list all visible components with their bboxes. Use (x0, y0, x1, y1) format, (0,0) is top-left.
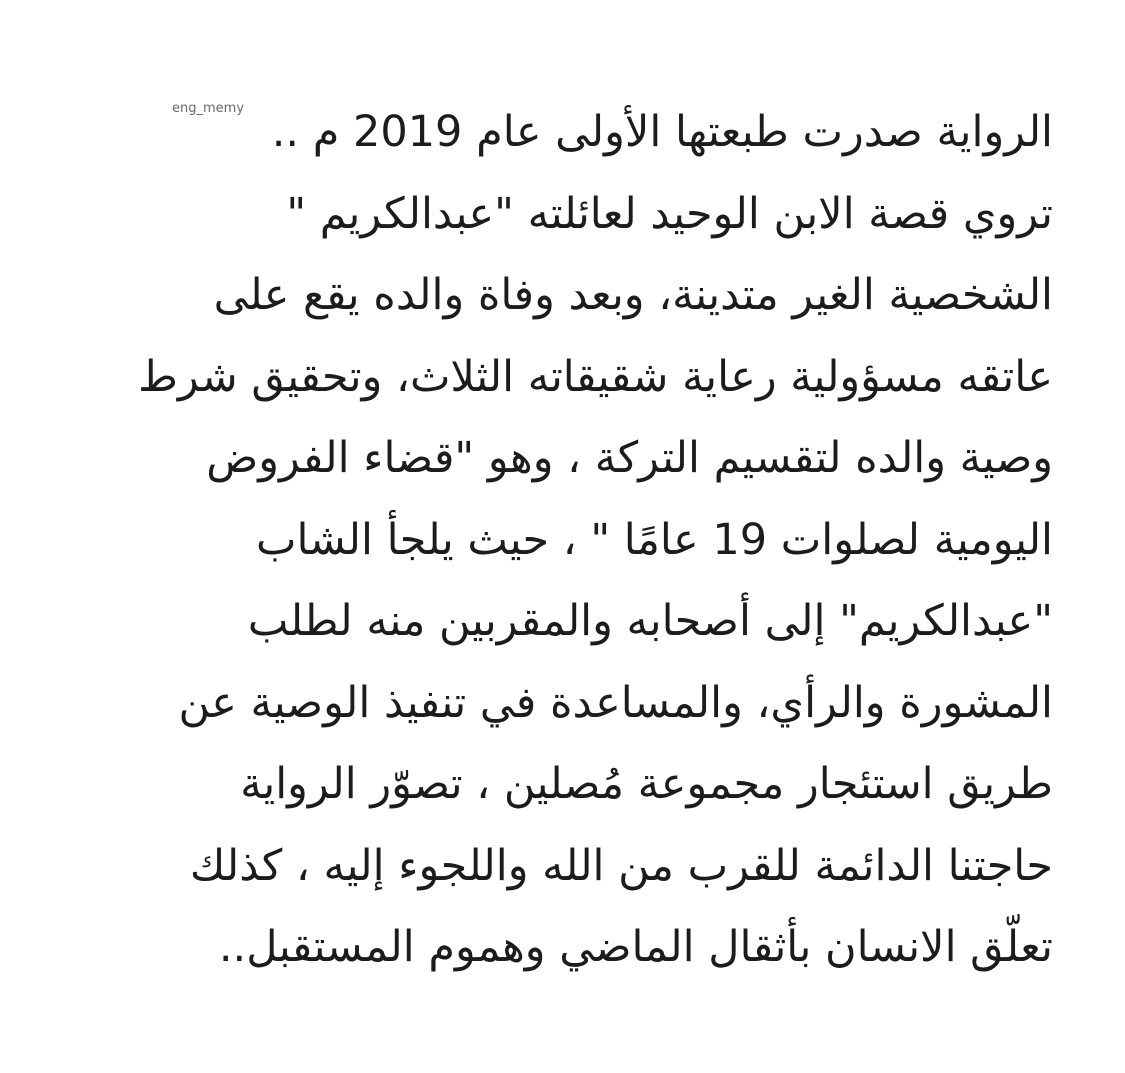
text-line-4: عاتقه مسؤولية رعاية شقيقاته الثلاث، وتحقيق شرط (138, 351, 1053, 402)
text-line-6: اليومية لصلوات 19 عامًا " ، حيث يلجأ الشاب (255, 514, 1053, 565)
text-line-5: وصية والده لتقسيم التركة ، وهو "قضاء الفروض (206, 433, 1053, 483)
text-line-3: الشخصية الغير متدينة، وبعد وفاة والده يقع على (213, 270, 1053, 320)
text-line-2: تروي قصة الابن الوحيد لعائلته "عبدالكريم " (286, 188, 1053, 239)
text-line-9: طريق استئجار مجموعة مُصلين ، تصوّر الرواية (240, 759, 1053, 809)
text-line-10: حاجتنا الدائمة للقرب من الله واللجوء إليه ، كذلك (189, 840, 1053, 891)
text-line-8: المشورة والرأي، والمساعدة في تنفيذ الوصية عن (178, 677, 1053, 728)
text-line-7: "عبدالكريم" إلى أصحابه والمقربين منه لطلب (247, 596, 1053, 646)
text-line-11: تعلّق الانسان بأثقال الماضي وهموم المستقبل.. (218, 922, 1053, 972)
note-text-block (53, 92, 1053, 989)
watermark-username: eng_memy (172, 101, 245, 116)
text-line-1: الرواية صدرت طبعتها الأولى عام 2019 م .. (271, 107, 1053, 157)
